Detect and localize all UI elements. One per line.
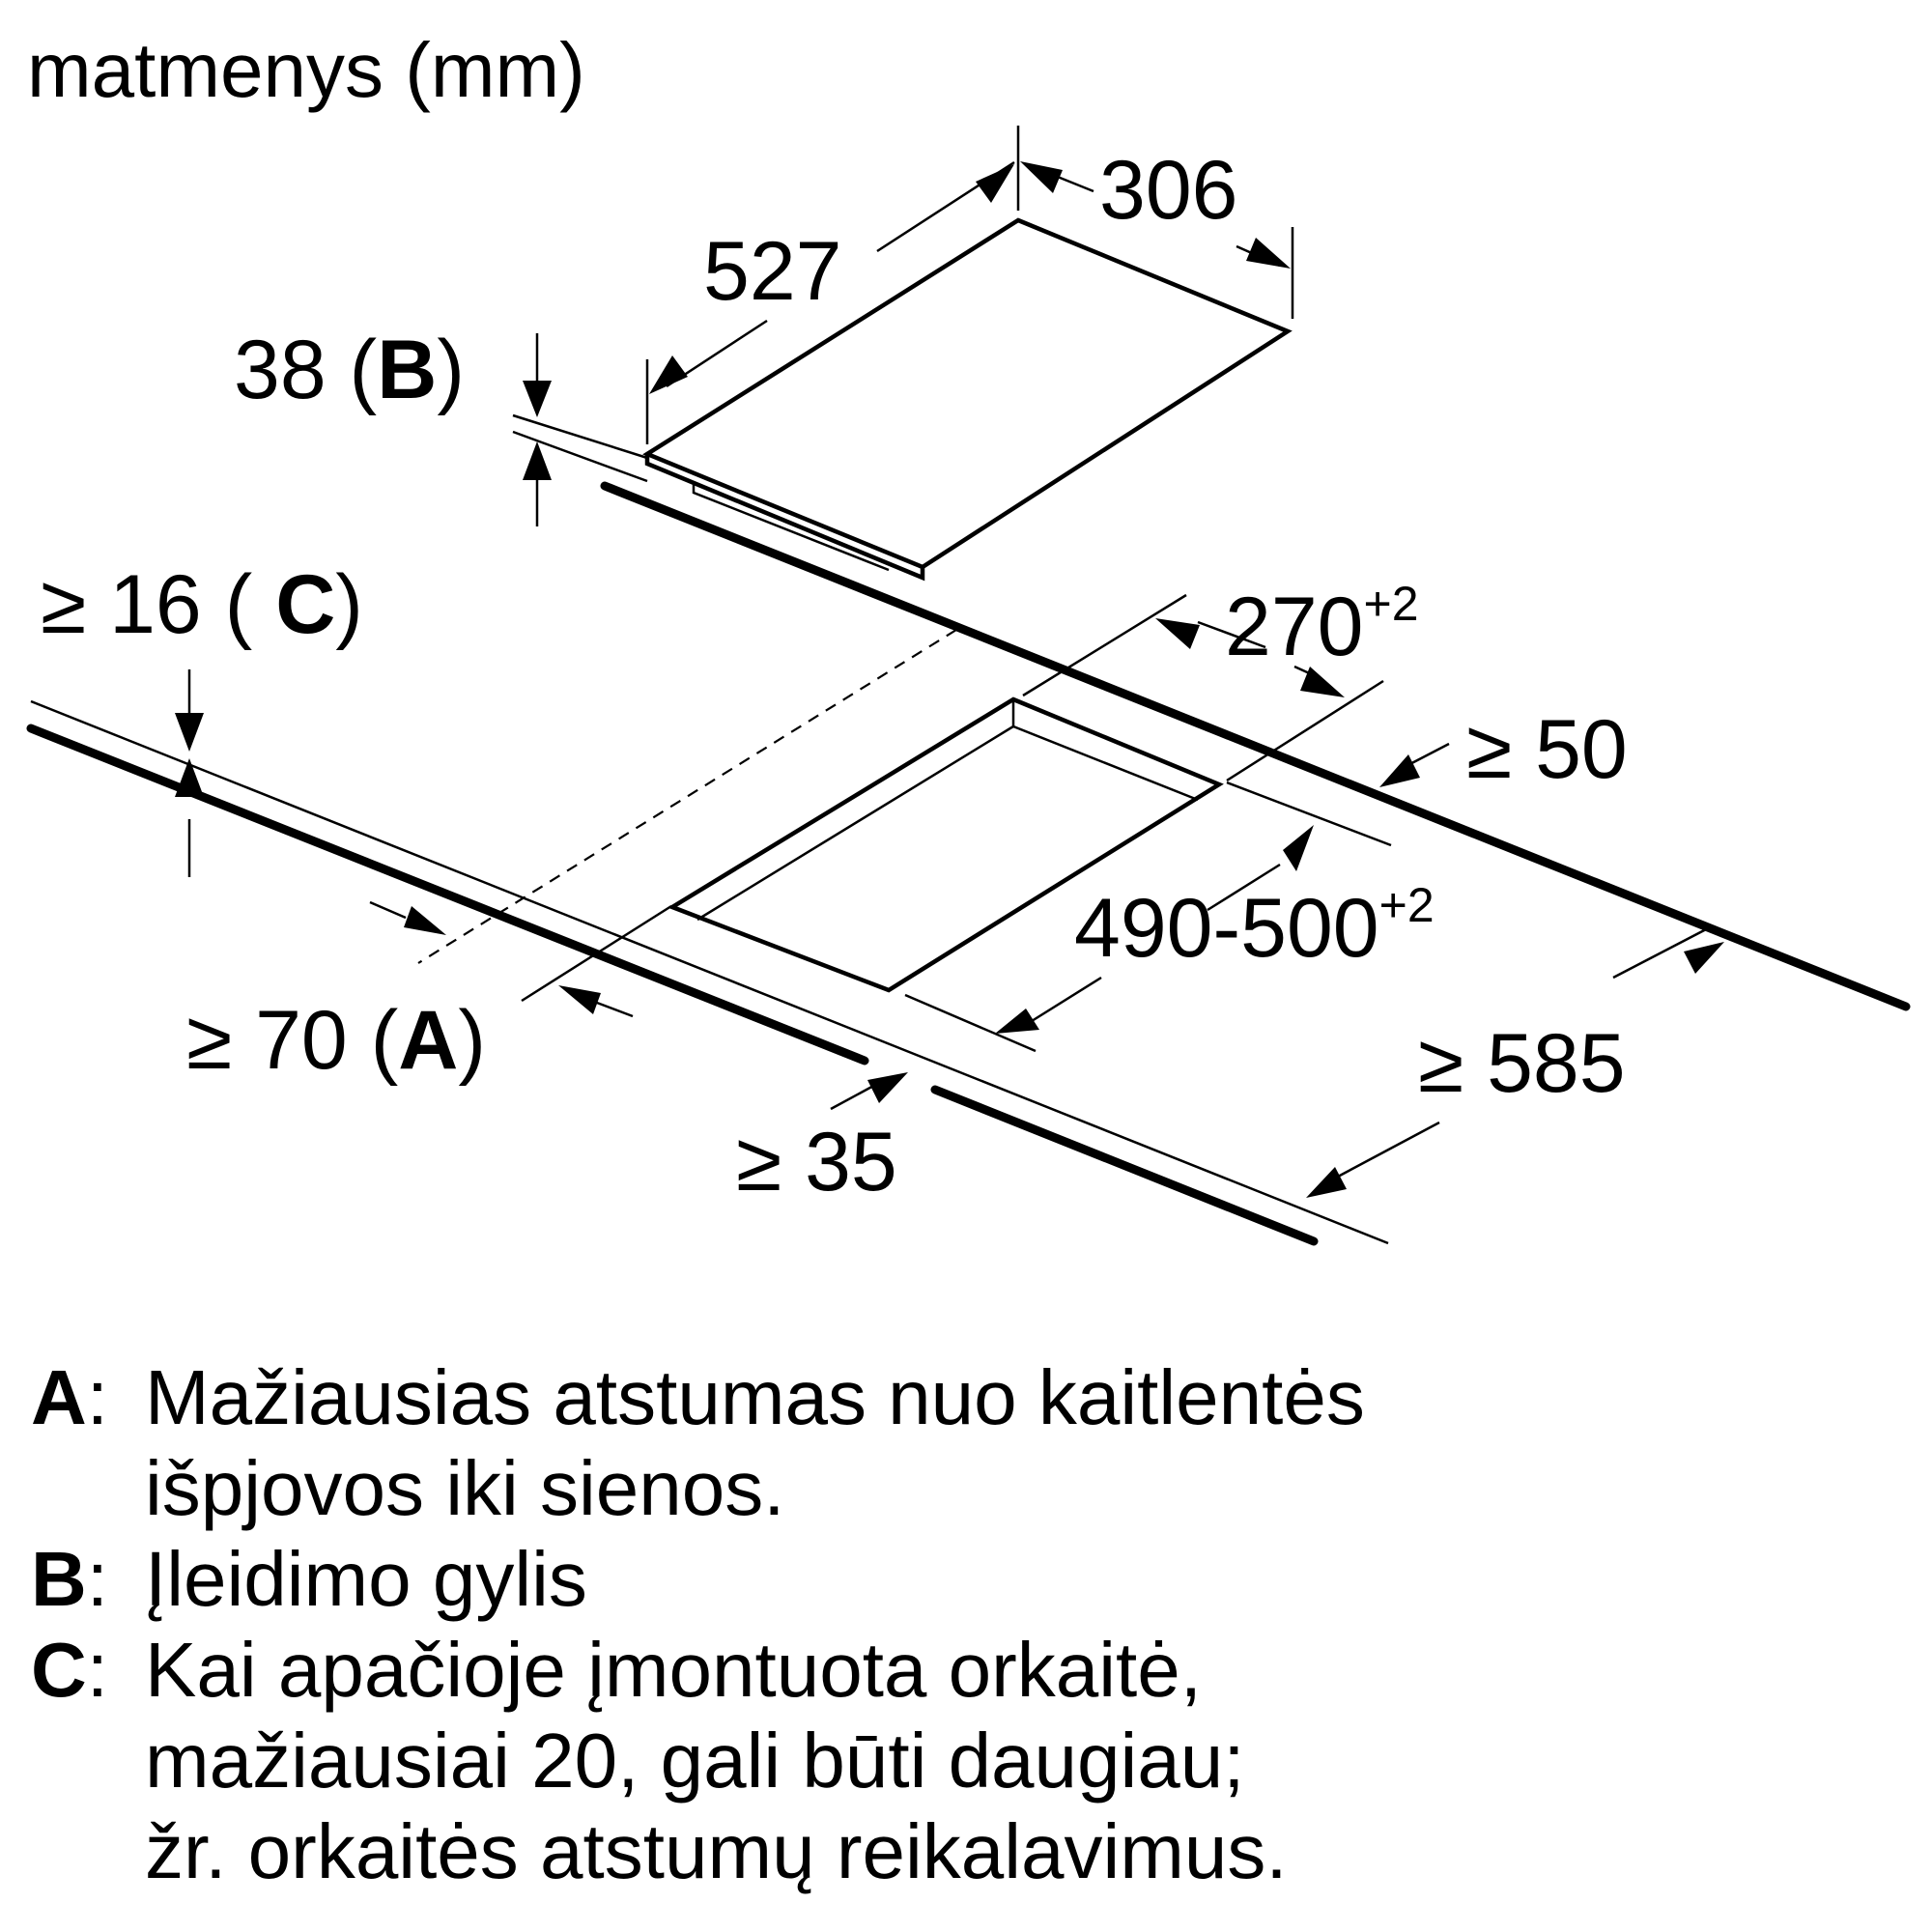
dimension-min-585-label: ≥ 585 bbox=[1418, 1017, 1626, 1110]
worktop-front-edge-right bbox=[935, 1090, 1314, 1241]
legend bbox=[31, 1352, 1915, 1897]
legend-text-b: Įleidimo gylis bbox=[145, 1536, 587, 1622]
dimension-306-label: 306 bbox=[1099, 144, 1238, 237]
dimension-38-b bbox=[234, 324, 647, 526]
dimension-min-50 bbox=[1379, 703, 1628, 796]
dimension-306 bbox=[1018, 126, 1293, 319]
dimension-min-50-label: ≥ 50 bbox=[1466, 703, 1628, 796]
dimension-min-70-label: ≥ 70 (A) bbox=[186, 994, 487, 1087]
dimension-min-16-label: ≥ 16 ( C) bbox=[41, 558, 363, 651]
dimension-min-16-c bbox=[41, 558, 363, 877]
legend-text-c: Kai apačioje įmontuota orkaitė, mažiausiai 20, gali būti daugiau; žr. orkaitės atstumų reikalavimus. bbox=[145, 1627, 1288, 1894]
legend-item-b: B: Įleidimo gylis bbox=[31, 1534, 1915, 1625]
dimension-38-label: 38 (B) bbox=[234, 324, 465, 416]
dimension-527-label: 527 bbox=[703, 225, 842, 318]
legend-key-b: B bbox=[31, 1536, 87, 1622]
dimension-490-500 bbox=[905, 782, 1435, 1051]
dimension-min-35 bbox=[736, 1072, 908, 1208]
dimension-527 bbox=[647, 162, 1014, 444]
legend-key-c: C bbox=[31, 1627, 87, 1713]
dimension-490-500-label: $490-500^{+2}$ bbox=[1074, 878, 1435, 975]
dimension-min-70-a bbox=[186, 902, 671, 1087]
diagram-title: matmenys (mm) bbox=[27, 27, 585, 113]
legend-item-a: A: Mažiausias atstumas nuo kaitlentės išpjovos iki sienos. bbox=[31, 1352, 1915, 1534]
legend-text-a: Mažiausias atstumas nuo kaitlentės išpjovos iki sienos. bbox=[145, 1354, 1365, 1531]
legend-item-c: C: Kai apačioje įmontuota orkaitė, mažiausiai 20, gali būti daugiau; žr. orkaitės atstumų reikalavimus. bbox=[31, 1625, 1915, 1897]
dimension-270-label: $270^{+2}$ bbox=[1225, 577, 1419, 673]
legend-key-a: A bbox=[31, 1354, 87, 1440]
dimension-min-35-label: ≥ 35 bbox=[736, 1116, 897, 1208]
